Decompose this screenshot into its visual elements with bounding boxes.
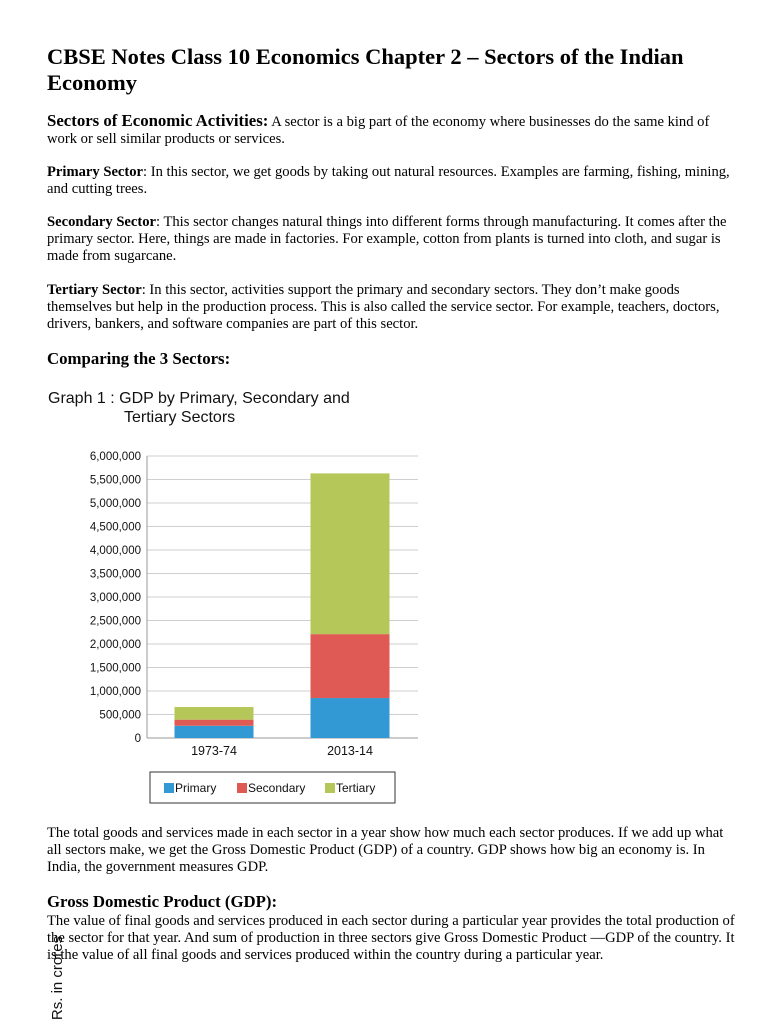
legend-label-tertiary: Tertiary — [336, 781, 376, 795]
x-tick-label: 2013-14 — [327, 744, 373, 758]
tertiary-text: : In this sector, activities support the primary and secondary sectors. They don’t make goods themselves but help in the production process. This is also called the service sector. For example, teachers, doctors, drivers, bankers, and software companies are part of this sector. — [47, 282, 720, 332]
y-axis-label: Rs. in crores — [49, 935, 66, 1021]
bar-tertiary-1973-74 — [175, 707, 254, 720]
comparing-heading: Comparing the 3 Sectors: — [47, 349, 231, 368]
chart-title-line1: Graph 1 : GDP by Primary, Secondary and — [48, 390, 350, 407]
primary-lead: Primary Sector — [47, 164, 144, 180]
bar-primary-2013-14 — [311, 698, 390, 738]
page-title: CBSE Notes Class 10 Economics Chapter 2 – Sectors of the Indian Economy — [47, 44, 684, 95]
intro-paragraph — [47, 112, 737, 148]
y-tick-label: 2,000,000 — [89, 639, 141, 651]
legend-swatch-tertiary — [325, 783, 335, 793]
y-tick-label: 3,500,000 — [89, 568, 141, 581]
bar-tertiary-2013-14 — [311, 473, 390, 634]
y-tick-label: 1,500,000 — [89, 662, 141, 675]
intro-lead: Sectors of Economic Activities: — [47, 111, 269, 130]
gdp-paragraph: The total goods and services made in each sector in a year show how much each sector produces. If we add up what all sectors make, we get the Gross Domestic Product (GDP) of a country. GDP shows how big an economy is. In India, the government measures GDP. — [47, 825, 724, 875]
legend-label-primary: Primary — [175, 781, 217, 795]
y-tick-label: 500,000 — [99, 709, 141, 722]
chart-title-line2: Tertiary Sectors — [124, 409, 236, 426]
y-tick-label: 5,500,000 — [89, 474, 141, 487]
y-tick-label: 4,000,000 — [89, 545, 141, 557]
gdp-heading: Gross Domestic Product (GDP): — [47, 892, 278, 911]
tertiary-lead: Tertiary Sector — [47, 282, 142, 298]
gdp-definition: The value of final goods and services produced in each sector during a particular year provides the total production of the sector for that year. And sum of production in three sectors give Gross Domestic Product —GDP of the country. It is the value of all final goods and services produced within the country during a particular year. — [47, 913, 735, 963]
x-tick-label: 1973-74 — [191, 744, 237, 758]
intro-text: A sector is a big part of the economy where businesses do the same kind of work or sell similar products or services. — [47, 114, 710, 147]
bar-secondary-2013-14 — [311, 634, 390, 698]
primary-paragraph — [47, 164, 737, 198]
y-tick-label: 6,000,000 — [89, 451, 141, 463]
y-tick-label: 1,000,000 — [89, 686, 141, 698]
tertiary-paragraph — [47, 282, 737, 333]
secondary-text: : This sector changes natural things into different forms through manufacturing. It comes after the primary sector. Here, things are made in factories. For example, cotton from plants is turned into cloth, and sugar is made from sugarcane. — [47, 214, 727, 264]
bar-secondary-1973-74 — [175, 720, 254, 726]
bar-primary-1973-74 — [175, 726, 254, 738]
y-tick-label: 3,000,000 — [89, 592, 141, 604]
y-tick-label: 2,500,000 — [89, 615, 141, 628]
y-tick-label: 0 — [134, 733, 141, 745]
legend-swatch-primary — [164, 783, 174, 793]
legend-label-secondary: Secondary — [248, 781, 306, 795]
y-tick-label: 5,000,000 — [89, 498, 141, 510]
secondary-lead: Secondary Sector — [47, 214, 157, 230]
secondary-paragraph — [47, 214, 737, 265]
primary-text: : In this sector, we get goods by taking out natural resources. Examples are farming, fishing, mining, and cutting trees. — [47, 164, 730, 197]
legend-swatch-secondary — [237, 783, 247, 793]
y-tick-label: 4,500,000 — [89, 521, 141, 534]
